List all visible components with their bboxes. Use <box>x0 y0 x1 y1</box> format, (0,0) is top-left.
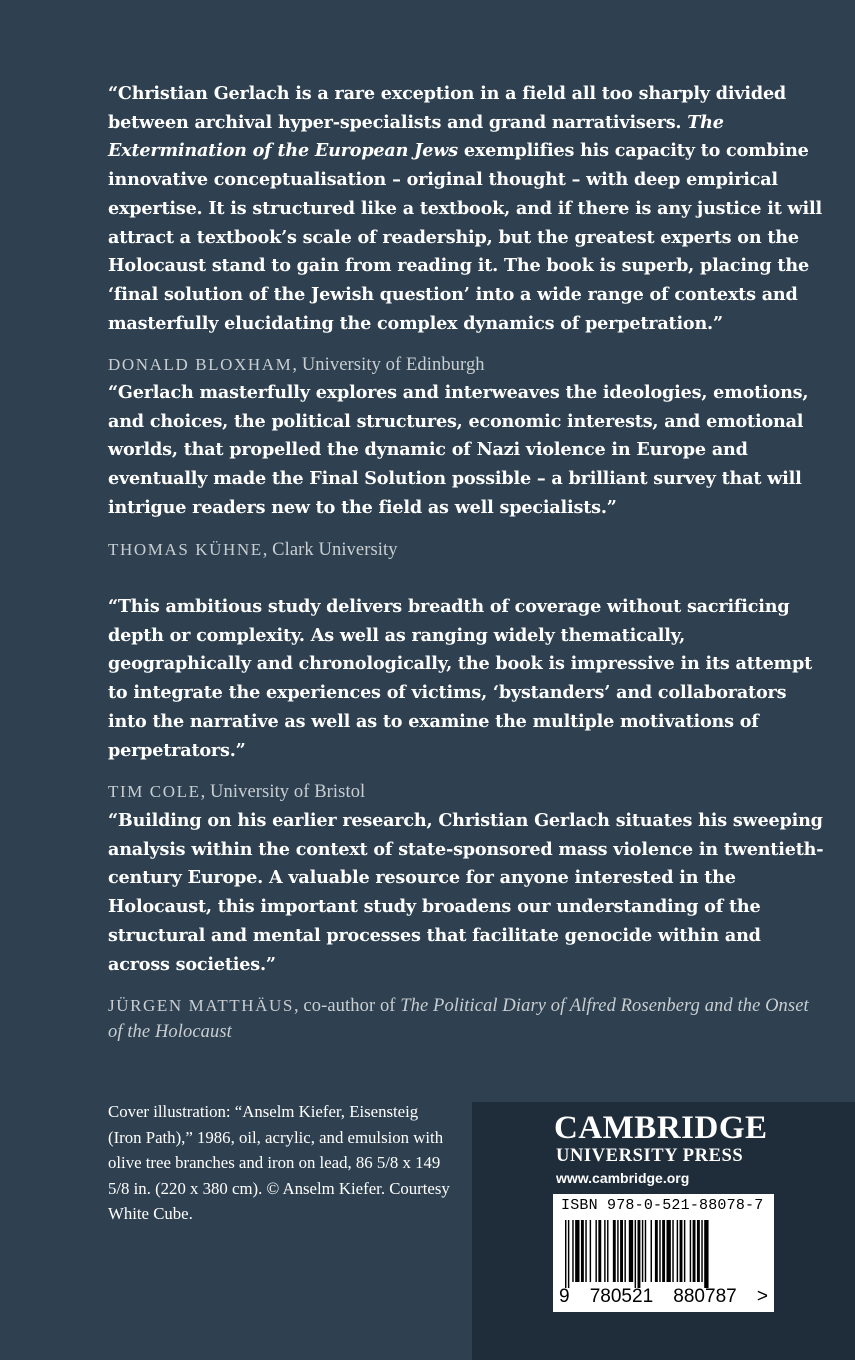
quote-attribution <box>108 537 828 563</box>
reviewer-name: JÜRGEN MATTHÄUS <box>108 996 294 1016</box>
barcode-bar <box>604 1220 605 1282</box>
barcode-bar <box>598 1220 601 1282</box>
barcode-bar <box>620 1220 623 1282</box>
review-quote-1 <box>108 80 828 378</box>
publisher-url[interactable]: www.cambridge.org <box>556 1170 690 1186</box>
review-quote-2 <box>108 379 828 563</box>
reviewer-name: TIM COLE <box>108 782 201 802</box>
barcode-bar <box>667 1220 671 1282</box>
barcode-bar <box>635 1220 636 1288</box>
barcode-bar <box>655 1220 658 1282</box>
barcode <box>553 1194 774 1312</box>
barcode-bar <box>575 1220 579 1282</box>
cover-illustration-credit: Cover illustration: “Anselm Kiefer, Eisensteig (Iron Path),” 1986, oil, acrylic, and emulsion with olive tree branches and iron on lead, 86 5/8 x 149 5/8 in. (220 x 380 cm). © Anselm Kiefer. Courtesy White Cube. <box>108 1102 450 1223</box>
barcode-bar <box>617 1220 618 1282</box>
reviewer-affiliation: , University of Edinburgh <box>292 355 485 376</box>
barcode-bar <box>677 1220 678 1282</box>
publisher-name: CAMBRIDGE <box>554 1110 768 1146</box>
reviewer-name: DONALD BLOXHAM <box>108 355 293 375</box>
barcode-bar <box>690 1220 691 1282</box>
barcode-bar <box>607 1220 608 1282</box>
barcode-bar <box>590 1220 591 1282</box>
barcode-group-1: 780521 <box>589 1286 654 1307</box>
isbn-label: ISBN 978-0-521-88078-7 <box>561 1197 764 1214</box>
book-title: The Extermination of the European Jews <box>108 111 724 162</box>
barcode-bars <box>565 1220 762 1288</box>
barcode-bar <box>613 1220 616 1282</box>
barcode-bar <box>693 1220 696 1282</box>
publisher-panel <box>472 1102 855 1360</box>
barcode-digits <box>553 1286 774 1308</box>
barcode-group-2: 880787 <box>673 1286 737 1307</box>
quote-text: “This ambitious study delivers breadth of coverage without sacrificing depth or complexity. As well as ranging widely thematically, geographically and chronologically, the book is impressive in its attempt to integrate the experiences of victims, ‘bystanders’ and collaborators into the narrative as well as to examine the multiple motivations of perpetrators.” <box>108 596 813 761</box>
barcode-bar <box>581 1220 584 1282</box>
publisher-press: UNIVERSITY PRESS <box>556 1146 744 1166</box>
reviewer-book-title: The Political Diary of Alfred Rosenberg and the Onset of the Holocaust <box>108 996 809 1043</box>
barcode-bar <box>629 1220 633 1282</box>
barcode-bar <box>684 1220 685 1282</box>
barcode-bar <box>697 1220 700 1282</box>
barcode-bar <box>595 1220 596 1282</box>
reviewer-affiliation: , University of Bristol <box>200 782 366 803</box>
quote-attribution <box>108 779 828 805</box>
barcode-bar <box>662 1220 665 1282</box>
reviewer-affiliation: , Clark University <box>262 539 398 560</box>
quote-attribution <box>108 352 828 378</box>
barcode-bar <box>642 1220 643 1282</box>
barcode-bar <box>572 1220 573 1282</box>
review-quote-3 <box>108 593 828 805</box>
barcode-bar <box>645 1220 646 1282</box>
barcode-bar <box>672 1220 673 1282</box>
barcode-end-mark: > <box>756 1286 768 1307</box>
quote-text: “Building on his earlier research, Christian Gerlach situates his sweeping analysis within the context of state-sponsored mass violence in twentieth-century Europe. A valuable resource for anyone interested in the Holocaust, this important study broadens our understanding of the structural and mental processes that facilitate genocide within and across societies.” <box>108 810 824 975</box>
barcode-bar <box>659 1220 660 1282</box>
barcode-bar <box>680 1220 683 1282</box>
reviewer-name: THOMAS KÜHNE <box>108 539 263 559</box>
barcode-bar <box>565 1220 566 1288</box>
barcode-bar <box>704 1220 708 1288</box>
quote-attribution <box>108 993 828 1045</box>
quote-text: “Christian Gerlach is a rare exception in a field all too sharply divided between archival hyper-specialists and grand narrativisers. The Extermination of the European Jews exemplifies his capacity to combine innovative conceptualisation – original thought – with deep empirical expertise. It is structured like a textbook, and if there is any justice it will attract a textbook’s scale of readership, but the greatest experts on the Holocaust stand to gain from reading it. The book is superb, placing the ‘final solution of the Jewish question’ into a wide range of contexts and masterfully elucidating the complex dynamics of perpetration.” <box>108 83 822 334</box>
barcode-bar <box>701 1220 702 1282</box>
barcode-digit-first: 9 <box>559 1286 570 1307</box>
quote-text: “Gerlach masterfully explores and interweaves the ideologies, emotions, and choices, the political structures, economic interests, and emotional worlds, that propelled the dynamic of Nazi violence in Europe and eventually made the Final Solution possible – a brilliant survey that will intrigue readers new to the field as well specialists.” <box>108 382 809 518</box>
reviewer-affiliation: , co-author of <box>293 996 401 1017</box>
barcode-bar <box>568 1220 569 1288</box>
barcode-bar <box>638 1220 641 1288</box>
barcode-bar <box>624 1220 625 1282</box>
barcode-bar <box>585 1220 586 1282</box>
review-quote-4 <box>108 807 828 1045</box>
barcode-bar <box>651 1220 652 1282</box>
